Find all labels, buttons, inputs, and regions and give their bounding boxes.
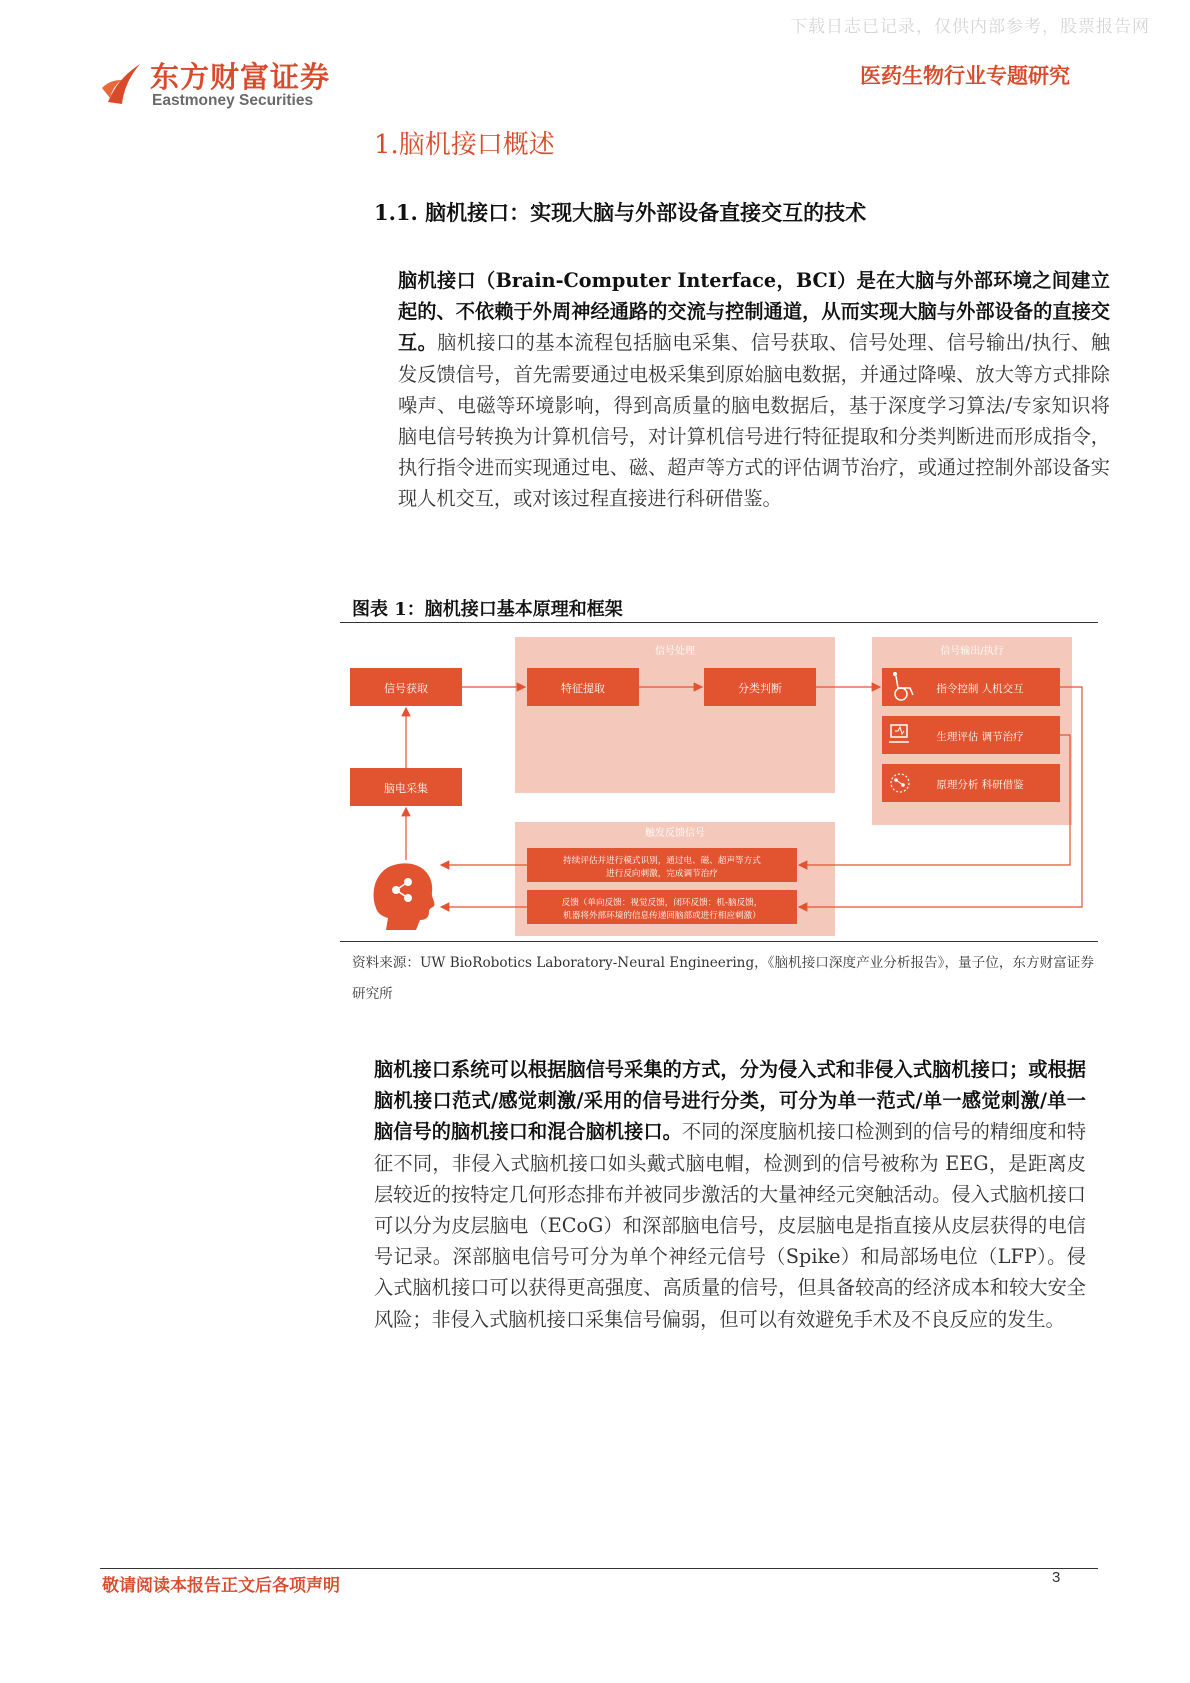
paragraph-1 [398,265,1110,515]
box-eeg-collect-label: 脑电采集 [384,782,428,795]
figure-title: 图表 1：脑机接口基本原理和框架 [352,599,623,620]
figure-top-rule [340,622,1098,623]
watermark: 下载日志已记录，仅供内部参考，股票报告网 [790,17,1150,37]
paragraph-1-bold: 脑机接口（Brain-Computer Interface，BCI）是在大脑与外部环境之间建立起的、不依赖于外周神经通路的交流与控制通道，从而实现大脑与外部设备的直接交互。 [398,269,1110,355]
page-number: 3 [1052,1569,1061,1586]
report-type: 医药生物行业专题研究 [860,64,1070,88]
brain-head-icon [374,863,435,930]
box-feedback-stimulation-line2: 进行反向刺激，完成调节治疗 [606,869,718,879]
box-output-research-label: 原理分析 科研借鉴 [936,779,1024,791]
footer-rule [100,1568,1098,1569]
logo-chinese-name: 东方财富证券 [150,60,331,94]
section-heading: 1.脑机接口概述 [374,130,555,160]
box-feature-extract-label: 特征提取 [561,682,605,695]
processing-panel-label: 信号处理 [655,646,695,657]
box-classify-label: 分类判断 [738,682,782,695]
box-feedback-loop-line1: 反馈（单向反馈：视觉反馈，闭环反馈：机-脑反馈， [561,898,763,908]
processing-panel [515,637,835,793]
box-feedback-loop-line2: 机器将外部环境的信息传递回脑部或进行相应刺激） [563,911,761,921]
figure-bottom-rule [340,941,1098,942]
bci-framework-diagram [340,632,1100,936]
box-feedback-stimulation-line1: 持续评估并进行模式识别，通过电、磁、超声等方式 [563,856,761,866]
box-output-control-label: 指令控制 人机交互 [936,683,1024,695]
paragraph-2 [374,1054,1086,1335]
logo-english-name: Eastmoney Securities [152,92,314,109]
output-panel-label: 信号输出/执行 [940,646,1004,657]
figure-source: 资料来源：UW BioRobotics Laboratory-Neural Engineering，《脑机接口深度产业分析报告》，量子位，东方财富证券研究所 [352,955,1094,1002]
paragraph-2-text: 不同的深度脑机接口检测到的信号的精细度和特征不同，非侵入式脑机接口如头戴式脑电帽，检测到的信号被称为 EEG，是距离皮层较近的按特定几何形态排布并被同步激活的大量神经元突触活动。侵入式脑机接口可以分为皮层脑电（ECoG）和深部脑电信号，皮层脑电是指直接从皮层获得的电信号记录。深部脑电信号可分为单个神经元信号（Spike）和局部场电位（LFP）。侵入式脑机接口可以获得更高强度、高质量的信号，但具备较高的经济成本和较大安全风险；非侵入式脑机接口采集信号偏弱，但可以有效避免手术及不良反应的发生。 [374,1120,1087,1331]
feedback-panel-label: 触发反馈信号 [645,828,705,839]
paragraph-1-text: 脑机接口的基本流程包括脑电采集、信号获取、信号处理、信号输出/执行、触发反馈信号，首先需要通过电极采集到原始脑电数据，并通过降噪、放大等方式排除噪声、电磁等环境影响，得到高质量的脑电数据后，基于深度学习算法/专家知识将脑电信号转换为计算机信号，对计算机信号进行特征提取和分类判断进而形成指令，执行指令进而实现通过电、磁、超声等方式的评估调节治疗，或通过控制外部设备实现人机交互，或对该过程直接进行科研借鉴。 [398,331,1111,511]
box-signal-acquire-label: 信号获取 [384,682,428,695]
box-output-treatment-label: 生理评估 调节治疗 [936,731,1024,743]
footer-disclaimer: 敬请阅读本报告正文后各项声明 [102,1576,340,1596]
paragraph-2-bold: 脑机接口系统可以根据脑信号采集的方式，分为侵入式和非侵入式脑机接口；或根据脑机接口范式/感觉刺激/采用的信号进行分类，可分为单一范式/单一感觉刺激/单一脑信号的脑机接口和混合脑机接口。 [374,1058,1086,1144]
eastmoney-logo-icon [100,58,150,110]
subsection-heading: 1.1. 脑机接口：实现大脑与外部设备直接交互的技术 [374,200,867,225]
